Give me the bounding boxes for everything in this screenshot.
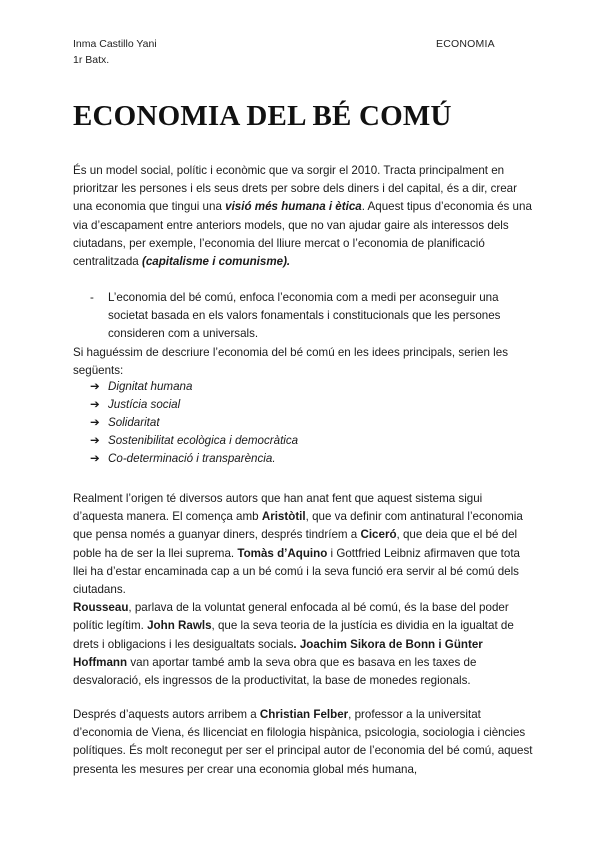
dash-bullet-marker: - <box>90 291 94 304</box>
principle-label: Dignitat humana <box>108 380 193 393</box>
subject-label: ECONOMIA <box>436 38 495 50</box>
principles-intro <box>73 344 535 380</box>
principle-label: Sostenibilitat ecològica i democràtica <box>108 434 299 447</box>
arrow-icon: ➔ <box>90 416 100 429</box>
origins-text-7: van aportar també amb la seva obra que es basava en les taxes de desvaloració, els ingressos de la productivitat, la base de monedes regionals. <box>73 655 477 688</box>
origins-text-4: i Gottfried Leibniz afirmaven que tota llei ha d’estar encaminada cap a un bé comú i la seva funció era servir al bé comú dels ciutadans. <box>73 546 520 597</box>
author-sikora-hoffmann: . Joachim Sikora de Bonn i Günter Hoffmann <box>73 637 483 669</box>
origins-text-1: Realment l’origen té diversos autors que han anat fent que aquest sistema sigui d’aquesta manera. El comença amb <box>73 492 483 524</box>
arrow-icon: ➔ <box>90 452 100 465</box>
principles-list <box>90 378 298 468</box>
author-name: Inma Castillo Yani <box>73 38 157 50</box>
list-item <box>90 378 298 396</box>
intro-text-1: És un model social, polític i econòmic que va sorgir el 2010. Tracta principalment en prioritzar les persones i els seus drets per sobre dels diners i del capital, és a dir, crear una economia que tingui una <box>73 164 517 214</box>
principle-label: Solidaritat <box>108 416 160 429</box>
felber-text-1: Després d’aquests autors arribem a <box>73 708 260 721</box>
list-item <box>90 432 298 450</box>
author-cicero: Ciceró <box>360 528 397 542</box>
origins-text-5: , parlava de la voluntat general enfocada al bé comú, és la base del poder polític legítim. <box>73 601 509 633</box>
origins-text-6: , que la seva teoria de la justícia es dividia en la igualtat de drets i obligacions i les desigualtats socials <box>73 619 514 651</box>
author-christian-felber: Christian Felber <box>259 708 349 721</box>
arrow-icon: ➔ <box>90 380 100 393</box>
felber-text-2: , professor a la universitat d’economia de Viena, és llicenciat en filologia hispànica, psicologia, sociologia i ciències polítiques. És molt reconegut per ser el principal autor de l’economia del bé comú, aquest presenta les mesures per crear una economia global més humana, <box>73 708 533 776</box>
principles-intro-text: Si haguéssim de descriure l’economia del bé comú en les idees principals, serien les següents: <box>73 346 508 378</box>
author-tomas-aquino: Tomàs d’Aquino <box>237 546 328 560</box>
dash-bullet-item <box>90 289 530 344</box>
list-item <box>90 396 298 414</box>
list-item <box>90 450 298 468</box>
origins-text-2: , que va definir com antinatural l’economia que pensa només a guanyar diners, després tindríem a <box>73 510 523 542</box>
author-john-rawls: John Rawls <box>147 619 212 633</box>
list-item <box>90 414 298 432</box>
author-aristotil: Aristòtil <box>261 510 306 524</box>
principle-label: Justícia social <box>108 398 181 411</box>
intro-text-2: . Aquest tipus d’economia és una via d’escapament entre anteriors models, que no van ajudar gaire als interessos dels ciutadans, per exemple, l’economia del lliure mercat o l’economia de planificació centralitzada <box>73 200 532 269</box>
course-label: 1r Batx. <box>73 54 110 66</box>
intro-emphasis-2: (capitalisme i comunisme). <box>141 255 291 269</box>
header-left <box>73 36 157 68</box>
arrow-icon: ➔ <box>90 434 100 447</box>
felber-paragraph <box>73 706 535 779</box>
principle-label: Co-determinació i transparència. <box>108 452 276 465</box>
author-rousseau: Rousseau <box>73 601 129 615</box>
intro-emphasis-1: visió més humana i ètica <box>225 200 362 214</box>
origins-text-3: , que deia que el bé del poble ha de ser la llei suprema. <box>73 528 518 560</box>
dash-bullet-text: L’economia del bé comú, enfoca l’economia com a medi per aconseguir una societat basada en els valors fonamentals i constitucionals que les persones consideren com a universals. <box>108 291 501 341</box>
document-title: ECONOMIA DEL BÉ COMÚ <box>73 100 452 132</box>
arrow-icon: ➔ <box>90 398 100 411</box>
origins-paragraph <box>73 490 535 690</box>
intro-paragraph <box>73 162 535 271</box>
